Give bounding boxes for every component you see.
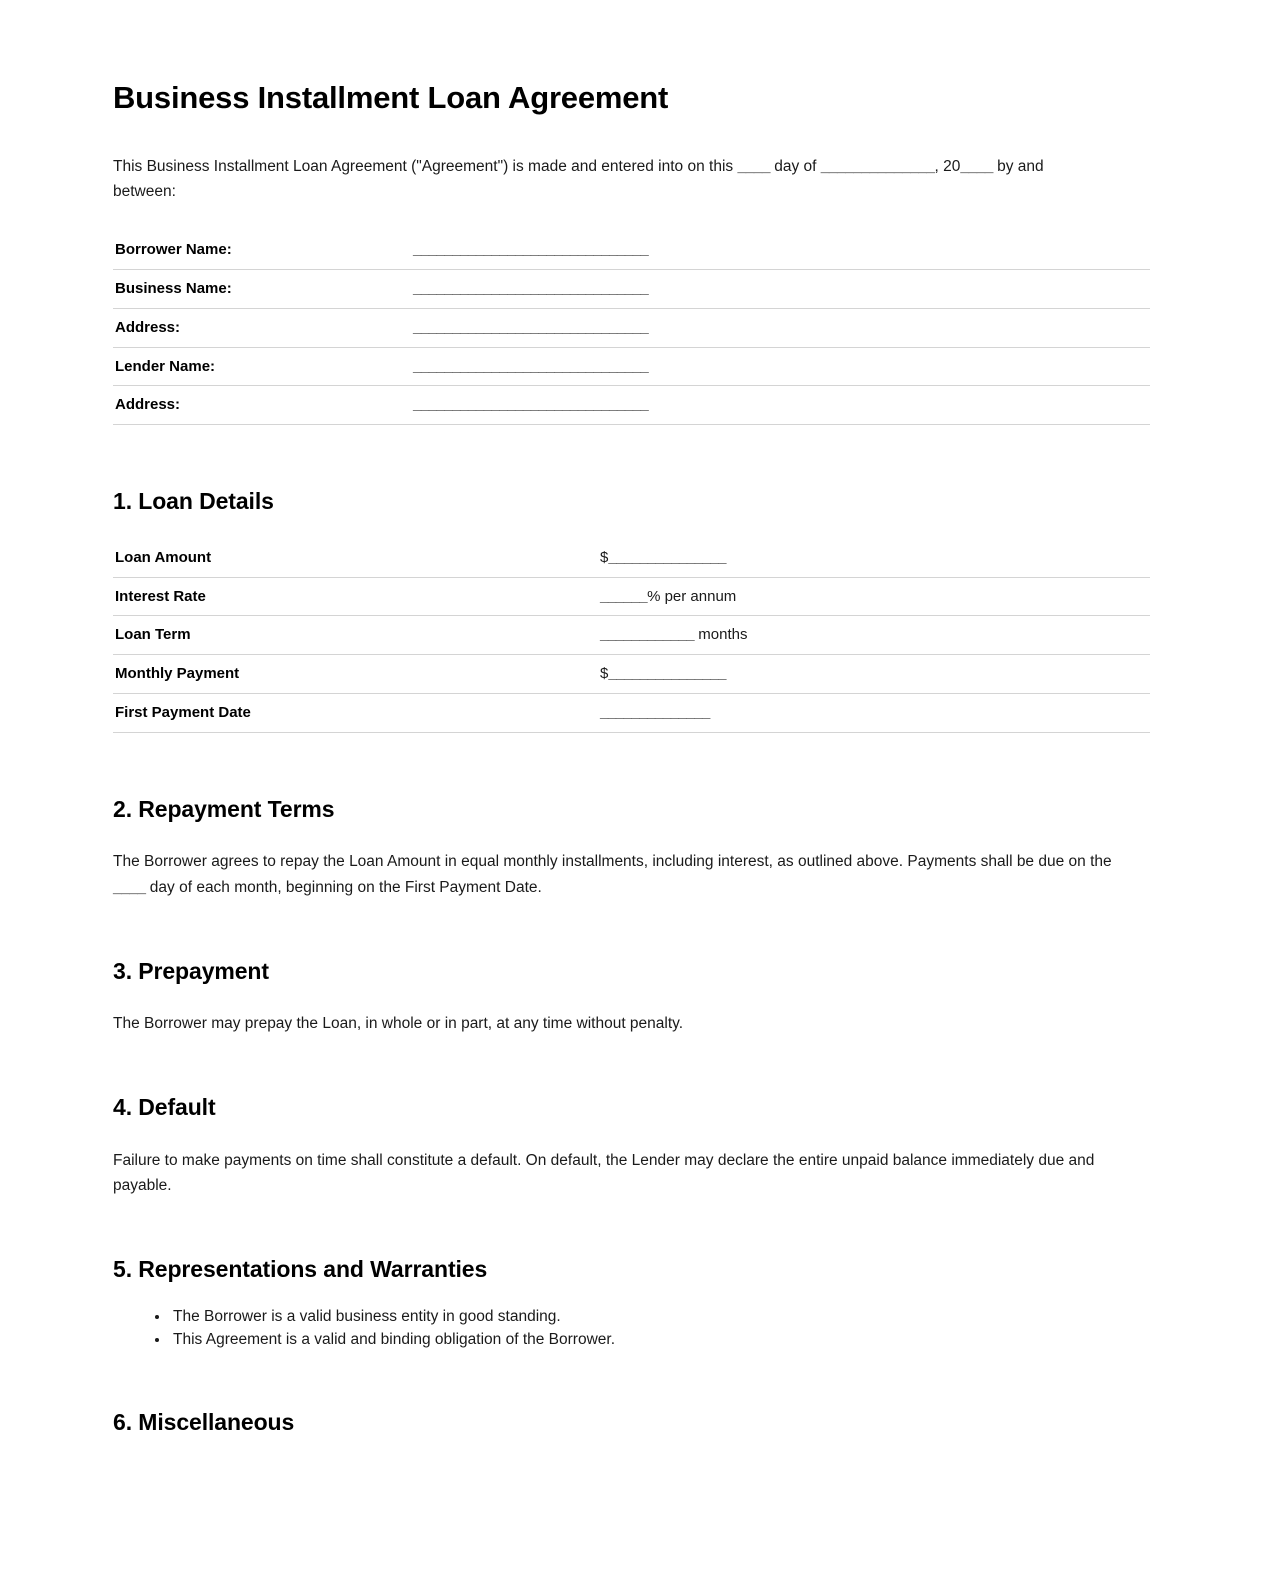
blank-line: ____________ xyxy=(600,626,695,644)
table-row xyxy=(113,231,1150,269)
loan-value-interest-rate[interactable] xyxy=(600,577,1150,616)
loan-label-first-payment-date: First Payment Date xyxy=(115,703,251,721)
parties-table-body xyxy=(113,231,1150,424)
table-row xyxy=(113,308,1150,347)
loan-label-loan-term: Loan Term xyxy=(115,626,191,644)
loan-value-monthly-payment[interactable] xyxy=(600,655,1150,694)
parties-value-borrower-address[interactable] xyxy=(413,308,1150,347)
loan-details-table xyxy=(113,539,1150,733)
prepayment-paragraph: The Borrower may prepay the Loan, in whole or in part, at any time without penalty. xyxy=(113,1015,684,1033)
parties-label-borrower-address: Address: xyxy=(115,318,181,336)
list-item: • The Borrower is a valid business entity in good standing. xyxy=(170,1306,1113,1328)
document-content xyxy=(113,0,1113,1437)
table-row xyxy=(113,539,1150,577)
table-row xyxy=(113,347,1150,386)
repayment-text-1: The Borrower agrees to repay the Loan Amount in equal monthly installments, including interest, as outlined above. Payments shall be due on the xyxy=(113,853,1112,871)
unit-suffix: % per annum xyxy=(647,587,737,605)
repayment-terms-paragraph xyxy=(113,849,1125,899)
table-row xyxy=(113,270,1150,309)
intro-blank-day[interactable]: ____ xyxy=(737,158,770,176)
intro-blank-month[interactable]: ______________ xyxy=(820,158,935,176)
intro-text-2: day of xyxy=(769,158,821,176)
section-heading-representations: 5. Representations and Warranties xyxy=(113,1256,488,1283)
loan-details-table-body xyxy=(113,539,1150,732)
blank-line: ______________ xyxy=(600,703,710,721)
table-row xyxy=(113,693,1150,732)
section-heading-prepayment: 3. Prepayment xyxy=(113,957,269,984)
blank-line: ______________________________ xyxy=(413,318,649,336)
parties-label-borrower-name: Borrower Name: xyxy=(115,241,232,259)
loan-label-monthly-payment: Monthly Payment xyxy=(115,665,240,683)
intro-blank-year[interactable]: ____ xyxy=(960,158,993,176)
currency-prefix: $ xyxy=(600,548,609,566)
blank-line: ______________________________ xyxy=(413,396,649,414)
currency-prefix: $ xyxy=(600,665,609,683)
loan-label-interest-rate: Interest Rate xyxy=(115,587,206,605)
table-row xyxy=(113,386,1150,425)
loan-value-loan-term[interactable] xyxy=(600,616,1150,655)
section-heading-default: 4. Default xyxy=(113,1094,216,1121)
loan-value-first-payment-date[interactable] xyxy=(600,693,1150,732)
blank-line: ______________________________ xyxy=(413,280,649,298)
blank-line: ______________________________ xyxy=(413,241,649,259)
section-heading-loan-details: 1. Loan Details xyxy=(113,488,274,515)
blank-line: _______________ xyxy=(608,548,726,566)
parties-value-business-name[interactable] xyxy=(413,270,1150,309)
repayment-text-2: day of each month, beginning on the First Payment Date. xyxy=(145,878,542,896)
table-row xyxy=(113,577,1150,616)
blank-line: ______________________________ xyxy=(413,357,649,375)
blank-line: ______ xyxy=(600,587,648,605)
section-heading-repayment-terms: 2. Repayment Terms xyxy=(113,795,335,822)
loan-value-loan-amount[interactable] xyxy=(600,539,1150,577)
representations-list xyxy=(113,1306,1113,1351)
table-row xyxy=(113,616,1150,655)
parties-value-borrower-name[interactable] xyxy=(413,231,1150,269)
loan-label-loan-amount: Loan Amount xyxy=(115,548,212,566)
blank-line: _______________ xyxy=(608,665,726,683)
parties-value-lender-name[interactable] xyxy=(413,347,1150,386)
parties-label-lender-name: Lender Name: xyxy=(115,357,216,375)
page-title: Business Installment Loan Agreement xyxy=(113,80,669,115)
repayment-blank-day[interactable]: ____ xyxy=(113,878,146,896)
intro-text-4: by and between: xyxy=(113,158,1044,201)
default-paragraph: Failure to make payments on time shall constitute a default. On default, the Lender may declare the entire unpaid balance immediately due and payable. xyxy=(113,1152,1095,1195)
parties-label-business-name: Business Name: xyxy=(115,280,232,298)
list-item: • This Agreement is a valid and binding obligation of the Borrower. xyxy=(170,1329,1113,1351)
parties-label-lender-address: Address: xyxy=(115,396,181,414)
unit-suffix: months xyxy=(694,626,748,644)
parties-value-lender-address[interactable] xyxy=(413,386,1150,425)
intro-text-3: , 20 xyxy=(934,158,961,176)
parties-table xyxy=(113,231,1150,425)
section-heading-miscellaneous: 6. Miscellaneous xyxy=(113,1409,295,1436)
intro-text-1: This Business Installment Loan Agreement ("Agreement") is made and entered into on this xyxy=(113,158,738,176)
intro-paragraph xyxy=(113,154,1088,204)
table-row xyxy=(113,655,1150,694)
